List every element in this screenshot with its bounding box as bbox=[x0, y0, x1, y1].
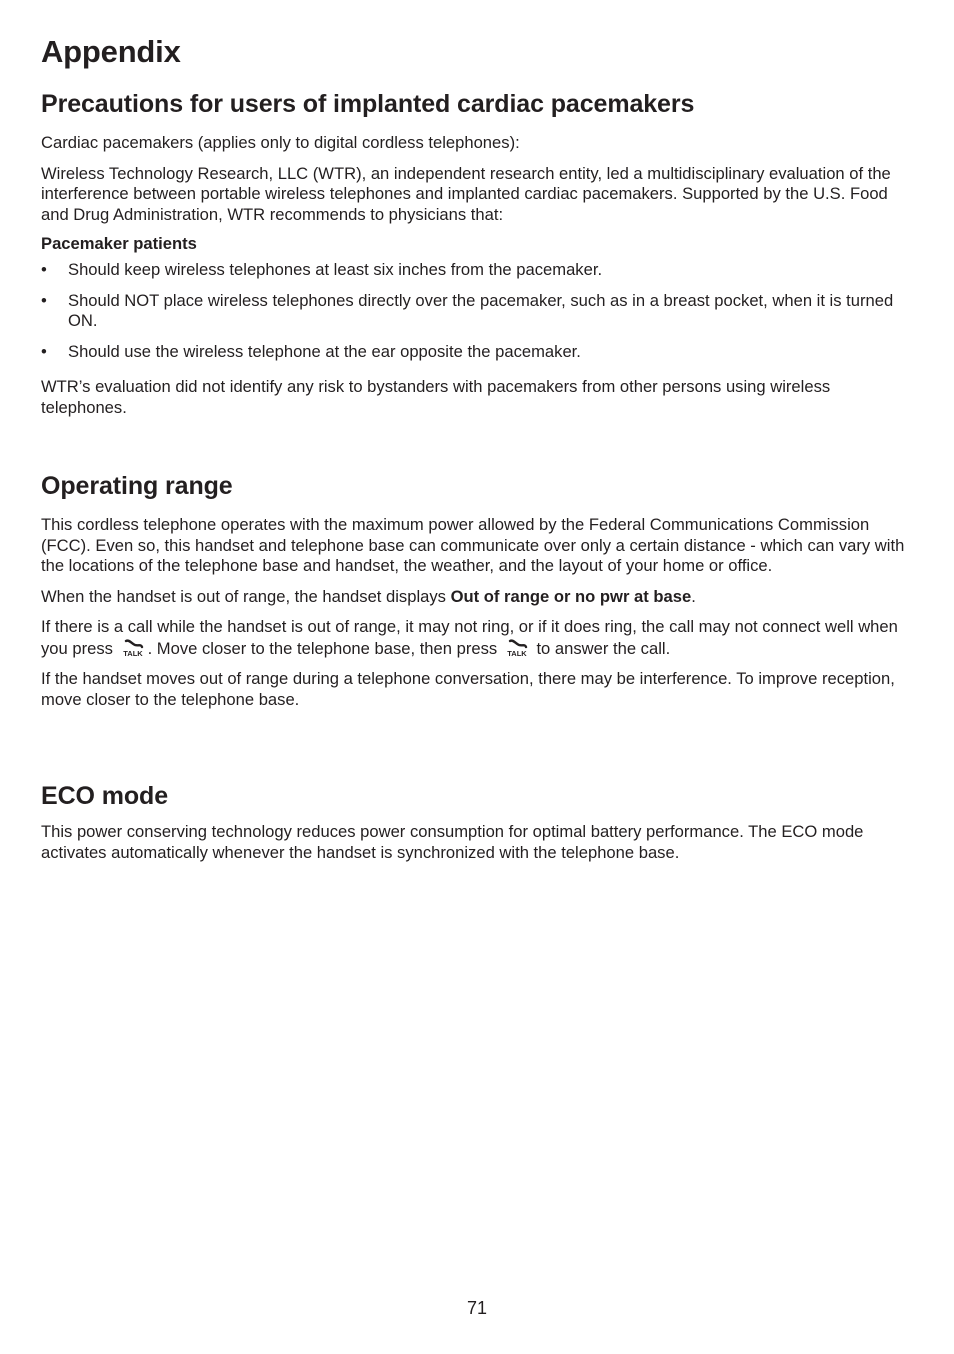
pacemakers-subheading: Pacemaker patients bbox=[41, 234, 197, 253]
bullet-icon: • bbox=[41, 290, 47, 310]
list-item bbox=[41, 291, 911, 332]
bullet-icon: • bbox=[41, 341, 47, 361]
list-item-text: Should keep wireless telephones at least six inches from the pacemaker. bbox=[68, 260, 603, 279]
operating-range-p4: If the handset moves out of range during a telephone conversation, there may be interference. To improve reception, move closer to the telephone base. bbox=[41, 669, 895, 709]
operating-range-heading: Operating range bbox=[41, 472, 233, 500]
bullet-icon: • bbox=[41, 260, 47, 279]
p3-text-3: to answer the call. bbox=[536, 638, 671, 658]
pacemakers-intro: Cardiac pacemakers (applies only to digital cordless telephones): bbox=[41, 133, 520, 152]
operating-range-p1: This cordless telephone operates with the maximum power allowed by the Federal Communications Commission (FCC). Even so, this handset and telephone base can communicate over only a certain distance - which can vary with the locations of the telephone base and handset, the weather, and the layout of your home or office. bbox=[41, 515, 905, 575]
eco-mode-heading: ECO mode bbox=[41, 782, 168, 810]
pacemakers-heading: Precautions for users of implanted cardiac pacemakers bbox=[41, 90, 695, 118]
pacemakers-section bbox=[41, 90, 911, 418]
talk-key-label: TALK bbox=[122, 648, 143, 658]
page-number: 71 bbox=[466, 1298, 488, 1318]
p3-text-2: . Move closer to the telephone base, then press bbox=[147, 638, 498, 658]
talk-key-label: TALK bbox=[507, 648, 527, 658]
p2-text-end: . bbox=[691, 586, 696, 606]
list-item bbox=[41, 342, 911, 363]
talk-key-icon bbox=[120, 638, 146, 658]
talk-key-icon bbox=[504, 638, 530, 658]
list-item-text: Should use the wireless telephone at the ear opposite the pacemaker. bbox=[68, 341, 581, 361]
out-of-range-message: Out of range or no pwr at base bbox=[450, 586, 692, 606]
operating-range-p2 bbox=[41, 587, 911, 608]
page-title: Appendix bbox=[41, 34, 181, 69]
operating-range-p3 bbox=[41, 617, 911, 659]
eco-mode-p1: This power conserving technology reduces power consumption for optimal battery performance. The ECO mode activates automatically whenever the handset is synchronized with the telephone base. bbox=[41, 822, 864, 862]
pacemakers-closing: WTR’s evaluation did not identify any risk to bystanders with pacemakers from other persons using wireless telephones. bbox=[41, 377, 831, 417]
pacemakers-paragraph: Wireless Technology Research, LLC (WTR), an independent research entity, led a multidisciplinary evaluation of the interference between portable wireless telephones and implanted cardiac pacemakers. Supported by the U.S. Food and Drug Administration, WTR recommends to physicians that: bbox=[41, 163, 891, 224]
pacemakers-bullet-list bbox=[41, 260, 911, 362]
list-item bbox=[41, 260, 911, 281]
eco-mode-section bbox=[41, 782, 911, 863]
operating-range-section bbox=[41, 472, 911, 710]
p3-text-1: If there is a call while the handset is out of range, it may not ring, or if it does ring, the call may not connect well when you press bbox=[41, 617, 898, 658]
p2-text: When the handset is out of range, the handset displays bbox=[41, 586, 451, 606]
list-item-text: Should NOT place wireless telephones directly over the pacemaker, such as in a breast pocket, when it is turned ON. bbox=[68, 290, 894, 330]
